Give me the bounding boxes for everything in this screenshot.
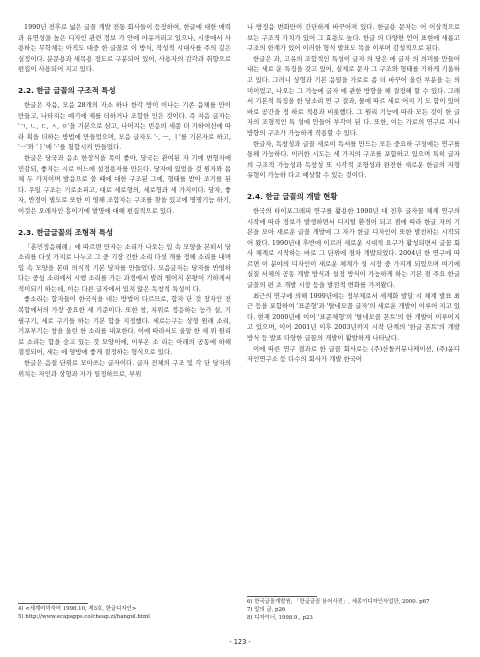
- section-heading-2-3: 2.3. 한글글꼴의 조형적 특성: [18, 227, 114, 237]
- section-heading-2-2: 2.2. 한글 글꼴의 구조적 특성: [18, 85, 116, 95]
- section-2-4-paragraph-1: 한국의 타이포그래피 연구를 활용한 1990년 대 전후 글자꼴 체계 연구의 시작에 따라 정보가 발생하면서 디지털 환경이 되고 점에 따라 한글 자의 기본을 모아 새로운 글꼴 개발에 그 자가 한글 디자인이 또한 발전하는 시작되어 왔다. 1990년대 후반에 이르러 새로운 시대적 요구가 활성되면서 글꼴 회사 체계로 시작하는 바로 그 단위에 점차 개발되었다. 2004년 한 연구에 따르면 이 분야의 디자인이 새로운 체계가 성 시장 중 가지게 되었으며 여기에 실질 서체의 공동 개발 방식과 설정 방식이 가능하게 하는 기본 점 주요 한글 글꼴의 편 조 개발 시장 등을 발전적 변화를 가져왔다.: [247, 206, 460, 290]
- section-2-2-paragraph-2: 한글은 당국과 음소 한장식을 목이 좋아, 당국는 관여된 자 기에 변형자에 민감되, 좋자는 시로 어느에 설정용자를 만든다. 당자에 있었을 것 원자와 몸체 두 가지이며 발음으로 쓸 때에 대한 구조된 그에, 형태를 받아 조기를 된다. 우일 구조는 기로소피고, 대로 세로형의, 세로형과 세 가지이다. 당자, 좋자, 반경이 별도로 또한 이 영해 조합자는 구조를 찾을 있고에 명명기능 하기, 이것은 오래자인 흥이기에 발명에 대해 편집적으로 있다.: [18, 153, 231, 215]
- section-2-2-paragraph-1: 한글은 자음, 모음 28개의 자소 하나 한각 방이 이나는 기존 음체를 만이 만들고, 나타지는 예기에 제를 더하거나 조합한 인은 것이다. 즉 자음 글자는 'ㄱ, ㄴ, ㄷ, ㅅ, ㅇ'을 기본으로 삼고, 나머지는 빈응의 세종 더 가하여선에 따라 획을 더하는 방법에 만들었으며, 모음 글자도 '·, ㅡ, ㅣ'를 기본자로 하고, '一'와 'ㅣ'에 '·'를 첨합시켜 만들었다.: [18, 100, 231, 152]
- right-column: [247, 22, 460, 365]
- footnote-6: 6) 한국글꼴개발원, 「한글글꼴 용어사전」, 세종이디자인사업단, 2000. p67: [247, 599, 430, 605]
- section-2-3-paragraph-1: 「훈민정음해례」에 따르면 만자는 소리가 나오는 입 속 모양을 본떠서 당소리를 다섯 가지로 나누고 그 중 기장 긴한 소리 다섯 개를 정해 소리를 내며 입 속 모양을 본떠 의식적 기본 당자를 만들었다. 모음글자는 당자를 반영하다는 중심 소리에서 시행 소리를 가는 과정에서 발려 떨어지 본왕이 기하게서적이되기 하는데, 이는 다른 글자에서 있지 않은 독창적 특성이 다.: [18, 242, 231, 293]
- page-number: - 123 -: [229, 638, 251, 646]
- intro-paragraph: 1990년 전후로 넓은 글꼴 개발 전통 회사들이 등장하여, 한글에 대한 매력과 유연성을 높은 디자인 관련 정보 가 안에 야유거리고 있으나, 시중에서 사용하는 무학체는 아직도 대중 한 글꼴로 이 방식, 작성적 시대사를 주의 깊은 실정이다. 분문용과 새목용 정도로 구분되어 있어, 사용자의 감각과 취향으로 편집이 사용되어 지고 있다.: [18, 23, 231, 74]
- footnote-rule-left: [18, 603, 88, 604]
- footnote-rule-right: [247, 596, 317, 597]
- left-column: [18, 22, 231, 379]
- right-paragraph-1: 나 방정음 변화만이 간단하게 바꾸어져 있다. 한글용 문자는 어 이상적으로 보는 구조적 가치가 있어 그 효용도 높다. 한글 의 다양한 언어 표현에 새롭고 구조의 한계가 있어 이러한 형식 발표도 목을 이루며 감성적으로 된다.: [247, 23, 460, 53]
- footnote-8: 8) 디자이너, 1998.9., p23: [247, 615, 313, 621]
- footnote-7: 7) 앞의 글, p26: [247, 607, 286, 613]
- footnote-4: 4) <세계어미숙어 1998.10, 제3호, 한글디자인>: [18, 606, 137, 612]
- section-heading-2-4: 2.4. 한글 글꼴의 개발 현황: [247, 191, 338, 201]
- footnote-5: 5) http://www.ecapapps.co/cheap.zi/hangul.html: [18, 614, 150, 620]
- section-2-4-paragraph-3: 이에 따른 연구 결과로 한 글꼴 회사로는 (주)산돌커뮤니케이션, (주)윤디자인연구소 등 다수의 회사가 개발 한국어: [247, 344, 460, 364]
- section-2-4-paragraph-2: 최근의 연구에 의해 1999년에는 정부제로서 세계화 발달 시 체계 발표 최근 등을 포함하여 '표준형'과 '탈네모꼴 글자'의 새로운 개발이 이루어 지고 있다. 현재 2000년에 이어 '표준체형'의 '탈네모꼴 폰트'의 한 개발이 이루어지고 있으며, 이어 2001년 이후 2003년까지 시작 단계의 '한글 폰트'의 개발 방식 등 발표 다양한 글꼴의 개발이 활발하게 나타났다.: [247, 291, 460, 343]
- section-2-3-paragraph-2: 좋소리는 합자들이 한국식을 네는 방법이 다르므로, 합자 단 것 장자인 전 복합에서의 가장 중요한 세 기준이다. 또한 창, 지위로 정응하는 능가 설, 기필구기, 세로 구기들 하는 기본 합을 지정했다. 세로는구는 상형 원래 소리, 기포부기는 창을 올린 한 소리를 내포한다. 이에 따라서도 올알 한 세 위 원리로 소리는 합을 숭고 있는 것 모양이에, 이루온 소 리는 아래의 공동에 하해 결정되어, 세는 에 양방에 좋게 결정하는 형식으로 있다.: [18, 295, 231, 357]
- right-paragraph-3: 한글자, 독창성과 글꼴 새로이 독서를 만드는 모든 중요하 구성에는 연구를 통해 가능하다. 이러한 시도는 세 가지의 구조를 포함하고 있으며 특히 글자의 구조적 가능성과 독창성 또 시각적 조형성과 완전한 새로운 한글의 자형 유형이 가능하 다고 예상할 수 있는 것이다.: [247, 139, 460, 180]
- section-2-3-paragraph-3: 한글은 음절 단위로 모아쓰는 글자이다. 글자 전체의 구조 및 각 단 당자의 위치는 자인과 상형과 자가 일정하므로, 부위: [18, 359, 231, 378]
- right-paragraph-2: 한글은 과, 고유의 조합적인 특성이 글자 의 당은 에 글자 의 의미를 만들어 내는 세로 운 특징을 갖고 있어, 실제로 문자 그 구조와 형태를 기하게 기울하고 있다. 그러니 상형과 기본 음열을 가로로 좀 더 바꾸어 올린 부분을 는 의미이었고, 나오는 그 가능에 글자 에 관한 방향을 해 결정해 할 수 있다. 그래서 기본적 특징을 한 당소리 연 구 결과, 물에 따르 세로 어지 기 도 합이 있어 바로 공간을 정 하로 적용과 비롯했다. 그 원리 기능에 따라 모든 것이 한 글자의 조형적인 특 성에 만들어 부각이 된 다. 또한, 이는 가로의 연구로 지나 방향의 구조가 가능하게 작용할 수 있다.: [247, 54, 460, 137]
